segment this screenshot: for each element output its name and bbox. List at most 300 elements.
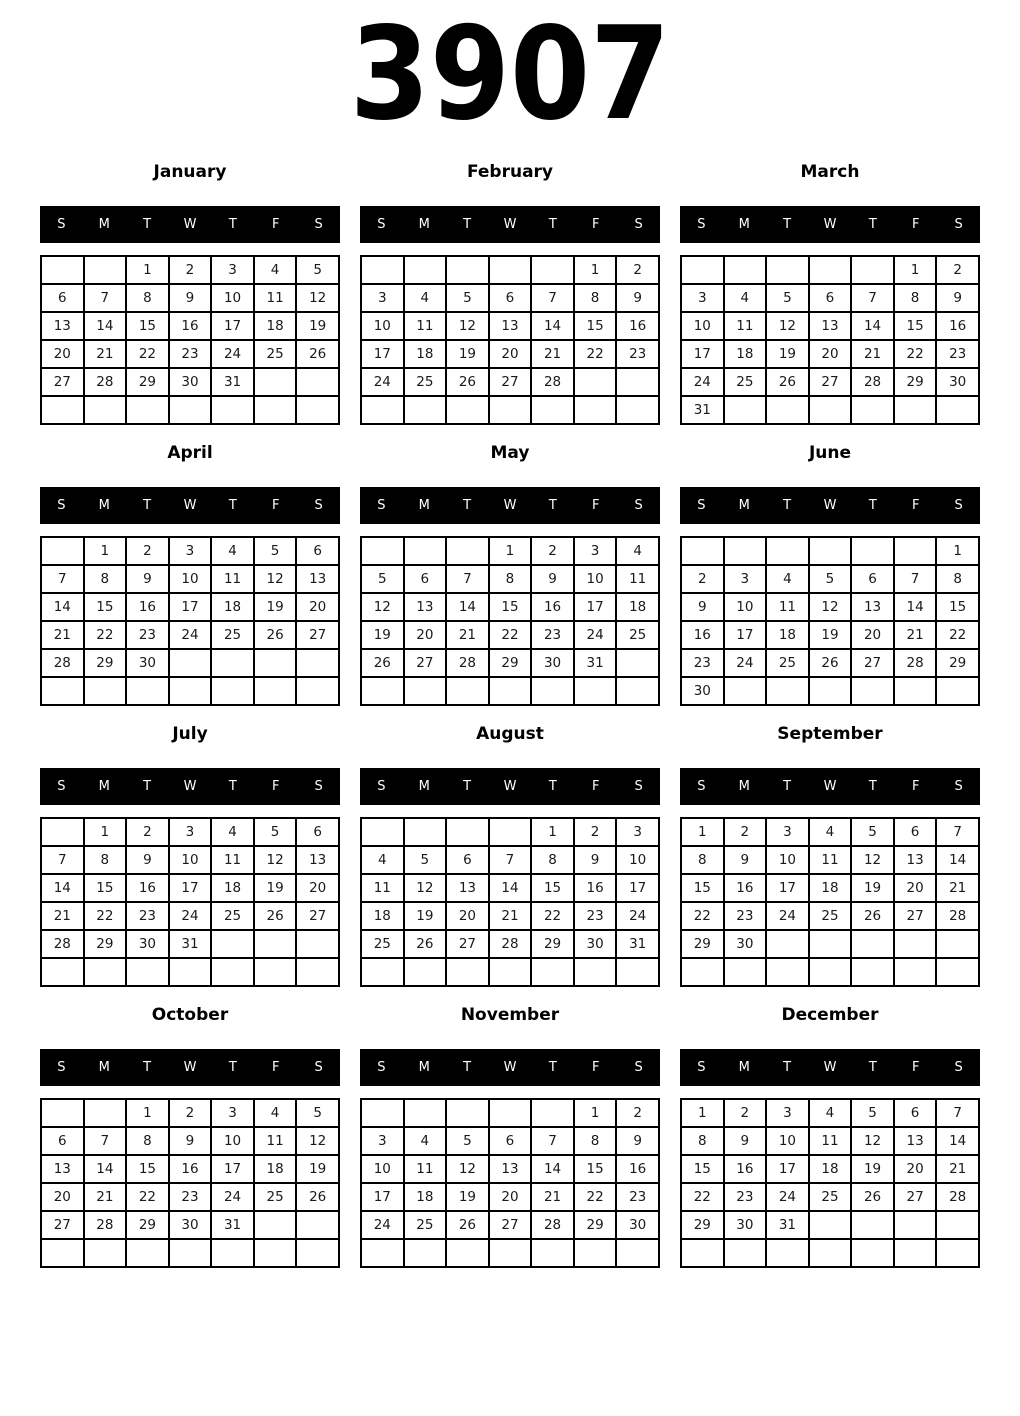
day-cell: 4 xyxy=(211,537,254,565)
month-title: September xyxy=(777,724,883,744)
day-cell: 28 xyxy=(489,930,532,958)
month-grid xyxy=(360,1098,660,1268)
day-cell: 27 xyxy=(489,1211,532,1239)
month-august xyxy=(360,724,660,987)
day-cell xyxy=(211,1239,254,1267)
weekday-cell-wednesday: W xyxy=(823,498,837,513)
day-cell xyxy=(169,649,212,677)
week-row xyxy=(681,593,979,621)
day-cell: 9 xyxy=(616,284,659,312)
month-february xyxy=(360,162,660,425)
day-cell xyxy=(446,818,489,846)
day-cell: 7 xyxy=(489,846,532,874)
day-cell xyxy=(41,396,84,424)
day-cell xyxy=(809,958,852,986)
weekday-cell-monday: M xyxy=(738,498,750,513)
day-cell: 2 xyxy=(126,818,169,846)
day-cell: 23 xyxy=(724,902,767,930)
day-cell: 16 xyxy=(531,593,574,621)
day-cell: 6 xyxy=(41,284,84,312)
week-row xyxy=(41,340,339,368)
day-cell: 18 xyxy=(254,1155,297,1183)
weekday-cell-monday: M xyxy=(418,217,430,232)
day-cell: 28 xyxy=(446,649,489,677)
day-cell: 8 xyxy=(126,1127,169,1155)
day-cell xyxy=(681,958,724,986)
day-cell: 25 xyxy=(809,1183,852,1211)
day-cell: 2 xyxy=(169,256,212,284)
day-cell xyxy=(681,537,724,565)
day-cell xyxy=(254,1211,297,1239)
day-cell: 24 xyxy=(681,368,724,396)
weekday-cell-thursday: T xyxy=(548,779,557,794)
day-cell: 14 xyxy=(41,593,84,621)
day-cell xyxy=(489,396,532,424)
day-cell: 7 xyxy=(41,846,84,874)
day-cell xyxy=(41,818,84,846)
day-cell xyxy=(84,677,127,705)
day-cell xyxy=(489,1099,532,1127)
week-row xyxy=(41,368,339,396)
day-cell: 22 xyxy=(84,902,127,930)
day-cell: 20 xyxy=(809,340,852,368)
day-cell: 25 xyxy=(211,621,254,649)
day-cell: 18 xyxy=(404,1183,447,1211)
weekday-cell-saturday: S xyxy=(634,779,643,794)
day-cell: 13 xyxy=(296,565,339,593)
day-cell xyxy=(894,1239,937,1267)
day-cell: 7 xyxy=(531,1127,574,1155)
day-cell: 6 xyxy=(296,537,339,565)
day-cell: 4 xyxy=(404,1127,447,1155)
day-cell: 9 xyxy=(724,846,767,874)
day-cell: 17 xyxy=(766,1155,809,1183)
day-cell: 5 xyxy=(361,565,404,593)
day-cell: 14 xyxy=(446,593,489,621)
day-cell: 1 xyxy=(681,818,724,846)
weekday-cell-tuesday: T xyxy=(143,498,152,513)
weekday-header xyxy=(40,206,340,243)
day-cell: 23 xyxy=(169,1183,212,1211)
day-cell xyxy=(211,958,254,986)
day-cell: 17 xyxy=(169,874,212,902)
day-cell: 20 xyxy=(404,621,447,649)
day-cell: 2 xyxy=(126,537,169,565)
day-cell: 4 xyxy=(361,846,404,874)
day-cell: 3 xyxy=(211,256,254,284)
day-cell: 31 xyxy=(211,368,254,396)
week-row xyxy=(41,1099,339,1127)
day-cell: 12 xyxy=(446,1155,489,1183)
day-cell xyxy=(126,677,169,705)
weekday-cell-saturday: S xyxy=(634,1060,643,1075)
day-cell: 11 xyxy=(254,284,297,312)
day-cell: 22 xyxy=(574,340,617,368)
month-grid xyxy=(40,1098,340,1268)
weekday-cell-saturday: S xyxy=(954,779,963,794)
day-cell xyxy=(766,256,809,284)
day-cell: 5 xyxy=(254,537,297,565)
weekday-cell-sunday: S xyxy=(377,1060,386,1075)
weekday-cell-saturday: S xyxy=(314,1060,323,1075)
day-cell: 8 xyxy=(84,846,127,874)
day-cell: 19 xyxy=(851,874,894,902)
month-title: April xyxy=(167,443,213,463)
week-row xyxy=(41,874,339,902)
day-cell xyxy=(936,396,979,424)
week-row xyxy=(361,902,659,930)
day-cell: 31 xyxy=(766,1211,809,1239)
day-cell xyxy=(724,958,767,986)
month-grid xyxy=(360,817,660,987)
day-cell: 10 xyxy=(361,312,404,340)
day-cell xyxy=(254,677,297,705)
day-cell: 21 xyxy=(936,874,979,902)
day-cell: 18 xyxy=(211,593,254,621)
week-row xyxy=(41,958,339,986)
day-cell: 6 xyxy=(489,284,532,312)
week-row xyxy=(41,621,339,649)
day-cell xyxy=(851,677,894,705)
day-cell: 13 xyxy=(894,1127,937,1155)
day-cell xyxy=(404,677,447,705)
day-cell xyxy=(361,958,404,986)
day-cell: 10 xyxy=(766,1127,809,1155)
day-cell xyxy=(851,958,894,986)
day-cell: 14 xyxy=(531,312,574,340)
weekday-header xyxy=(40,768,340,805)
day-cell: 20 xyxy=(41,1183,84,1211)
week-row xyxy=(361,1155,659,1183)
weekday-cell-thursday: T xyxy=(228,498,237,513)
day-cell xyxy=(851,1239,894,1267)
day-cell: 19 xyxy=(254,874,297,902)
day-cell: 19 xyxy=(361,621,404,649)
day-cell xyxy=(126,958,169,986)
weekday-header xyxy=(40,1049,340,1086)
day-cell: 26 xyxy=(851,1183,894,1211)
day-cell xyxy=(254,368,297,396)
day-cell: 10 xyxy=(211,284,254,312)
month-title: March xyxy=(800,162,860,182)
day-cell xyxy=(446,537,489,565)
day-cell xyxy=(446,677,489,705)
day-cell: 24 xyxy=(211,340,254,368)
weekday-cell-saturday: S xyxy=(954,1060,963,1075)
day-cell: 11 xyxy=(361,874,404,902)
day-cell: 27 xyxy=(41,368,84,396)
day-cell xyxy=(404,818,447,846)
day-cell: 16 xyxy=(126,874,169,902)
day-cell: 2 xyxy=(531,537,574,565)
day-cell: 28 xyxy=(41,930,84,958)
weekday-cell-thursday: T xyxy=(868,498,877,513)
day-cell: 29 xyxy=(489,649,532,677)
day-cell: 30 xyxy=(616,1211,659,1239)
day-cell: 19 xyxy=(446,1183,489,1211)
day-cell: 23 xyxy=(616,340,659,368)
day-cell xyxy=(531,1239,574,1267)
day-cell: 16 xyxy=(574,874,617,902)
day-cell: 3 xyxy=(211,1099,254,1127)
day-cell: 6 xyxy=(404,565,447,593)
day-cell: 23 xyxy=(681,649,724,677)
day-cell: 13 xyxy=(41,312,84,340)
day-cell: 5 xyxy=(851,818,894,846)
day-cell xyxy=(446,256,489,284)
day-cell xyxy=(404,396,447,424)
week-row xyxy=(361,256,659,284)
day-cell xyxy=(724,1239,767,1267)
day-cell: 31 xyxy=(211,1211,254,1239)
day-cell xyxy=(296,958,339,986)
month-july xyxy=(40,724,340,987)
weekday-cell-friday: F xyxy=(591,217,600,232)
day-cell: 21 xyxy=(446,621,489,649)
day-cell: 7 xyxy=(41,565,84,593)
day-cell xyxy=(254,1239,297,1267)
weekday-cell-tuesday: T xyxy=(143,779,152,794)
day-cell: 22 xyxy=(681,902,724,930)
day-cell: 10 xyxy=(169,565,212,593)
weekday-cell-tuesday: T xyxy=(783,498,792,513)
day-cell: 6 xyxy=(41,1127,84,1155)
week-row xyxy=(41,565,339,593)
day-cell xyxy=(574,396,617,424)
day-cell xyxy=(404,537,447,565)
day-cell xyxy=(489,256,532,284)
day-cell: 8 xyxy=(126,284,169,312)
day-cell xyxy=(211,930,254,958)
day-cell: 12 xyxy=(809,593,852,621)
weekday-cell-monday: M xyxy=(98,1060,110,1075)
day-cell xyxy=(809,930,852,958)
day-cell: 7 xyxy=(851,284,894,312)
day-cell: 8 xyxy=(681,846,724,874)
day-cell xyxy=(894,1211,937,1239)
day-cell: 15 xyxy=(574,1155,617,1183)
month-title: August xyxy=(476,724,544,744)
day-cell: 11 xyxy=(766,593,809,621)
weekday-cell-monday: M xyxy=(418,498,430,513)
day-cell: 12 xyxy=(254,565,297,593)
weekday-cell-monday: M xyxy=(418,1060,430,1075)
day-cell: 17 xyxy=(169,593,212,621)
weekday-cell-friday: F xyxy=(591,1060,600,1075)
day-cell: 4 xyxy=(809,818,852,846)
week-row xyxy=(361,284,659,312)
day-cell: 13 xyxy=(894,846,937,874)
weekday-cell-sunday: S xyxy=(57,217,66,232)
day-cell xyxy=(404,1099,447,1127)
day-cell: 15 xyxy=(531,874,574,902)
weekday-cell-wednesday: W xyxy=(503,779,517,794)
day-cell: 30 xyxy=(724,930,767,958)
weekday-cell-friday: F xyxy=(271,779,280,794)
day-cell xyxy=(936,958,979,986)
day-cell xyxy=(296,677,339,705)
day-cell: 24 xyxy=(574,621,617,649)
day-cell: 3 xyxy=(766,1099,809,1127)
month-title: November xyxy=(460,1005,560,1025)
day-cell xyxy=(296,368,339,396)
day-cell: 7 xyxy=(531,284,574,312)
month-title: May xyxy=(490,443,530,463)
day-cell xyxy=(84,958,127,986)
day-cell: 3 xyxy=(169,537,212,565)
day-cell: 25 xyxy=(766,649,809,677)
day-cell: 3 xyxy=(616,818,659,846)
month-grid xyxy=(40,255,340,425)
day-cell xyxy=(254,649,297,677)
weekday-cell-thursday: T xyxy=(228,779,237,794)
day-cell: 2 xyxy=(616,256,659,284)
day-cell: 3 xyxy=(681,284,724,312)
day-cell: 23 xyxy=(616,1183,659,1211)
day-cell: 26 xyxy=(809,649,852,677)
weekday-cell-saturday: S xyxy=(634,217,643,232)
day-cell: 6 xyxy=(894,1099,937,1127)
weekday-header xyxy=(360,206,660,243)
week-row xyxy=(41,1155,339,1183)
weekday-cell-monday: M xyxy=(418,779,430,794)
week-row xyxy=(361,1239,659,1267)
day-cell: 3 xyxy=(574,537,617,565)
weekday-header xyxy=(680,768,980,805)
day-cell: 27 xyxy=(404,649,447,677)
day-cell: 5 xyxy=(851,1099,894,1127)
month-title: October xyxy=(151,1005,229,1025)
day-cell: 20 xyxy=(894,874,937,902)
week-row xyxy=(361,1183,659,1211)
day-cell xyxy=(894,958,937,986)
day-cell: 28 xyxy=(531,368,574,396)
day-cell: 4 xyxy=(766,565,809,593)
day-cell: 25 xyxy=(616,621,659,649)
day-cell xyxy=(616,958,659,986)
day-cell: 28 xyxy=(936,902,979,930)
day-cell xyxy=(446,396,489,424)
day-cell: 26 xyxy=(766,368,809,396)
day-cell: 20 xyxy=(446,902,489,930)
day-cell: 29 xyxy=(126,1211,169,1239)
day-cell xyxy=(84,1239,127,1267)
day-cell: 13 xyxy=(41,1155,84,1183)
day-cell: 30 xyxy=(724,1211,767,1239)
day-cell: 18 xyxy=(809,1155,852,1183)
day-cell: 5 xyxy=(446,284,489,312)
day-cell xyxy=(766,1239,809,1267)
day-cell: 31 xyxy=(169,930,212,958)
day-cell xyxy=(936,1211,979,1239)
day-cell: 30 xyxy=(531,649,574,677)
day-cell xyxy=(894,537,937,565)
day-cell: 17 xyxy=(766,874,809,902)
weekday-cell-thursday: T xyxy=(548,1060,557,1075)
day-cell: 15 xyxy=(84,874,127,902)
day-cell: 15 xyxy=(936,593,979,621)
day-cell: 9 xyxy=(126,846,169,874)
day-cell: 24 xyxy=(211,1183,254,1211)
day-cell: 21 xyxy=(531,1183,574,1211)
day-cell: 5 xyxy=(404,846,447,874)
week-row xyxy=(361,340,659,368)
weekday-cell-monday: M xyxy=(98,498,110,513)
month-march xyxy=(680,162,980,425)
day-cell: 26 xyxy=(296,1183,339,1211)
day-cell: 15 xyxy=(574,312,617,340)
day-cell: 6 xyxy=(446,846,489,874)
weekday-cell-wednesday: W xyxy=(503,498,517,513)
month-title: December xyxy=(781,1005,879,1025)
day-cell: 5 xyxy=(296,256,339,284)
week-row xyxy=(41,677,339,705)
week-row xyxy=(41,1183,339,1211)
weekday-cell-wednesday: W xyxy=(183,217,197,232)
day-cell xyxy=(724,256,767,284)
day-cell: 15 xyxy=(681,874,724,902)
day-cell: 22 xyxy=(531,902,574,930)
day-cell: 12 xyxy=(254,846,297,874)
day-cell: 9 xyxy=(724,1127,767,1155)
day-cell: 29 xyxy=(126,368,169,396)
day-cell xyxy=(41,256,84,284)
day-cell: 16 xyxy=(681,621,724,649)
day-cell: 27 xyxy=(851,649,894,677)
day-cell: 5 xyxy=(809,565,852,593)
day-cell: 20 xyxy=(41,340,84,368)
day-cell: 5 xyxy=(766,284,809,312)
day-cell xyxy=(296,930,339,958)
day-cell: 18 xyxy=(211,874,254,902)
week-row xyxy=(41,312,339,340)
day-cell: 8 xyxy=(574,284,617,312)
day-cell xyxy=(211,677,254,705)
week-row xyxy=(41,593,339,621)
day-cell: 16 xyxy=(169,312,212,340)
day-cell: 18 xyxy=(766,621,809,649)
day-cell xyxy=(766,396,809,424)
weekday-cell-saturday: S xyxy=(954,217,963,232)
day-cell: 17 xyxy=(361,340,404,368)
day-cell xyxy=(894,677,937,705)
week-row xyxy=(361,621,659,649)
weekday-cell-saturday: S xyxy=(314,779,323,794)
day-cell: 2 xyxy=(574,818,617,846)
day-cell xyxy=(574,368,617,396)
day-cell xyxy=(574,1239,617,1267)
day-cell: 29 xyxy=(531,930,574,958)
day-cell xyxy=(126,1239,169,1267)
day-cell xyxy=(169,1239,212,1267)
day-cell: 17 xyxy=(211,312,254,340)
day-cell: 12 xyxy=(851,1127,894,1155)
day-cell: 8 xyxy=(84,565,127,593)
day-cell xyxy=(531,256,574,284)
day-cell: 1 xyxy=(126,1099,169,1127)
day-cell: 11 xyxy=(724,312,767,340)
day-cell: 21 xyxy=(851,340,894,368)
day-cell: 19 xyxy=(446,340,489,368)
day-cell: 11 xyxy=(616,565,659,593)
day-cell xyxy=(851,1211,894,1239)
week-row xyxy=(361,930,659,958)
day-cell: 19 xyxy=(296,1155,339,1183)
day-cell: 25 xyxy=(404,1211,447,1239)
weekday-cell-tuesday: T xyxy=(783,1060,792,1075)
day-cell: 1 xyxy=(126,256,169,284)
day-cell: 23 xyxy=(169,340,212,368)
